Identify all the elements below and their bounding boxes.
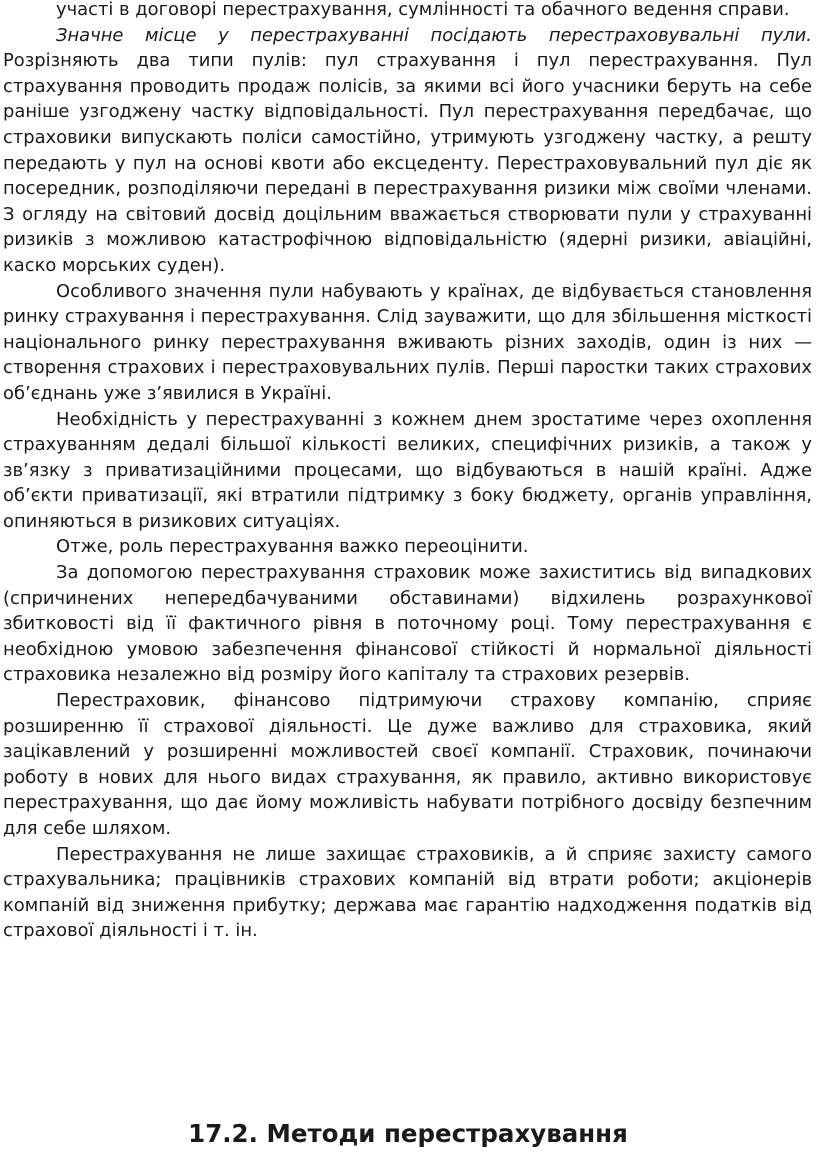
section-heading: 17.2. Методи перестрахування <box>188 1119 628 1148</box>
paragraph-5-text: Отже, роль перестрахування важко переоцінити. <box>56 536 529 558</box>
paragraph-5 <box>3 534 812 560</box>
paragraph-6 <box>3 560 812 688</box>
paragraph-7-text: Перестраховик, фінансово підтримуючи страхову компанію, сприяє розширенню її страхової діяльності. Це дуже важливо для страховика, який зацікавлений у розширенні можливостей своєї компанії. Страховик, починаючи роботу в нових для нього видах страхування, як правило, активно використовує перестрахування, що дає йому можливість набувати потрібного досвіду безпечним для себе шляхом. <box>3 690 812 839</box>
paragraph-8 <box>3 842 812 944</box>
paragraph-6-text: За допомогою перестрахування страховик може захиститись від випадкових (спричинених непередбачуваними обставинами) відхилень розрахункової збитковості від її фактичного рівня в поточному році. Тому перестрахування є необхідною умовою забезпечення фінансової стійкості й нормальної діяльності страховика незалежно від розміру його капіталу та страхових резервів. <box>3 562 812 686</box>
paragraph-1-text: участі в договорі перестрахування, сумлінності та обачного ведення справи. <box>56 0 790 20</box>
paragraph-4 <box>3 407 812 535</box>
paragraph-7 <box>3 688 812 842</box>
paragraph-1 <box>3 0 812 23</box>
paragraph-2-text: Розрізняють два типи пулів: пул страхування і пул перестрахування. Пул страхування проводить продаж полісів, за якими всі його учасники беруть на себе раніше узгоджену частку відповідальності. Пул перестрахування передбачає, що страховики випускають поліси самостійно, утримують узгоджену частку, а решту передають у пул на основі квоти або ексцеденту. Перестраховувальний пул діє як посередник, розподіляючи передані в перестрахування ризики між своїми членами. З огляду на світовий досвід доцільним вважається створювати пули у страхуванні ризиків з можливою катастрофічною відповідальністю (ядерні ризики, авіаційні, каско морських суден). <box>3 50 812 276</box>
paragraph-3 <box>3 279 812 407</box>
paragraph-4-text: Необхідність у перестрахуванні з кожнем днем зростатиме через охоплення страхуванням дедалі більшої кількості великих, специфічних ризиків, а також у зв’язку з приватизаційними процесами, що відбуваються в нашій країні. Адже об’єкти приватизації, які втратили підтримку з боку бюджету, органів управління, опиняються в ризикових ситуаціях. <box>3 408 812 532</box>
paragraph-2-lead-italic: Значне місце у перестрахуванні посідають перестраховувальні пули. <box>56 24 812 46</box>
paragraph-8-text: Перестрахування не лише захищає страховиків, а й сприяє захисту самого страхувальника; працівників страхових компаній від втрати роботи; акціонерів компаній від зниження прибутку; держава має гарантію надходження податків від страхової діяльності і т. ін. <box>3 843 812 942</box>
paragraph-2 <box>3 23 812 279</box>
paragraph-3-text: Особливого значення пули набувають у країнах, де відбувається становлення ринку страхування і перестрахування. Слід зауважити, що для збільшення місткості національного ринку перестрахування вживають різних заходів, один із них — створення страхових і перестраховувальних пулів. Перші паростки таких страхових об’єднань уже з’явилися в Україні. <box>3 280 812 404</box>
